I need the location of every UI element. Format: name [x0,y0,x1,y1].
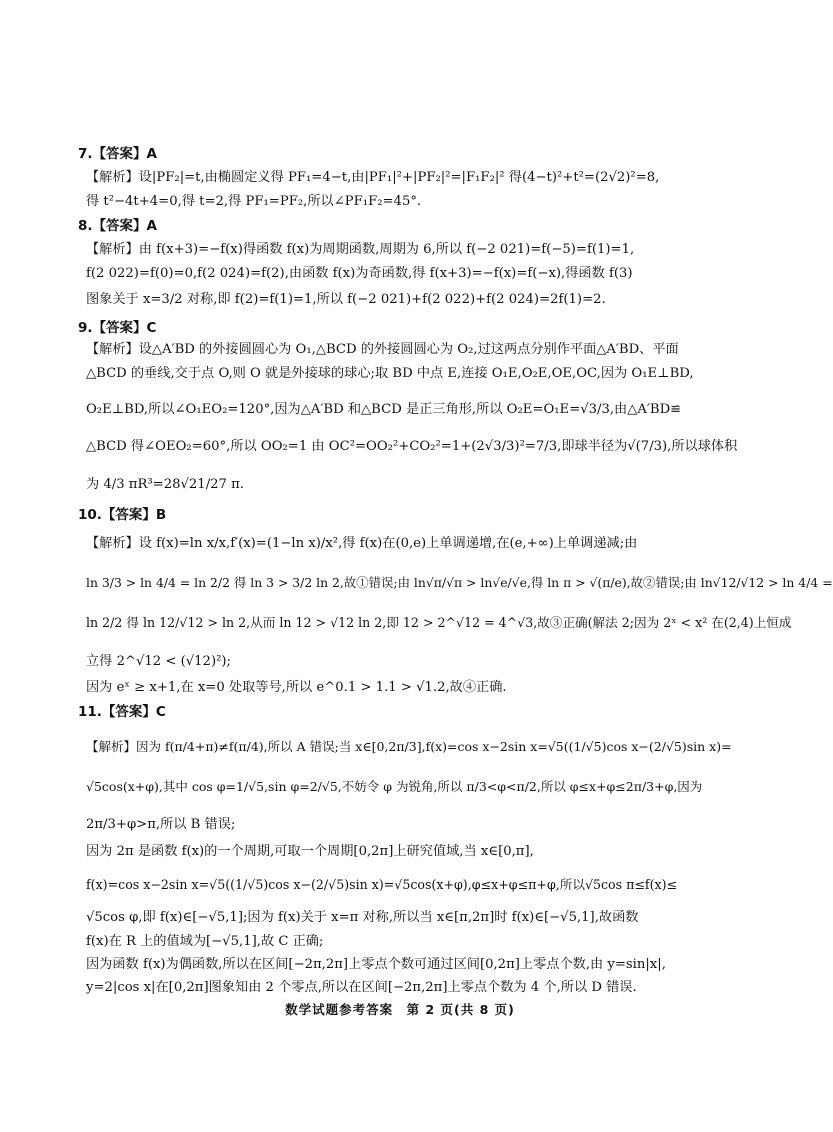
q11-line-6: √5cos φ,即 f(x)∈[−√5,1];因为 f(x)关于 x=π 对称,所以当 x∈[π,2π]时 f(x)∈[−√5,1],故函数 [86,910,639,925]
q10-line-4: 立得 2^√12 < (√12)²); [86,654,231,669]
q7-heading: 7.【答案】A [78,146,157,162]
q9-line-1: 【解析】设△A′BD 的外接圆圆心为 O₁,△BCD 的外接圆圆心为 O₂,过这两点分别作平面△A′BD、平面 [86,342,679,357]
q7-line-1: 【解析】设|PF₂|=t,由椭圆定义得 PF₁=4−t,由|PF₁|²+|PF₂|²=|F₁F₂|² 得(4−t)²+t²=(2√2)²=8, [86,170,660,185]
q7-line-2: 得 t²−4t+4=0,得 t=2,得 PF₁=PF₂,所以∠PF₁F₂=45°. [86,194,422,209]
page-footer: 数学试题参考答案 第 2 页(共 8 页) [285,1002,515,1017]
q10-line-3: ln 2/2 得 ln 12/√12 > ln 2,从而 ln 12 > √12 ln 2,即 12 > 2^√12 = 4^√3,故③正确(解法 2;因为 2ˣ < x² 在(2,4)上恒成 [86,615,792,630]
q8-line-3: 图象关于 x=3/2 对称,即 f(2)=f(1)=1,所以 f(−2 021)+f(2 022)+f(2 024)=2f(1)=2. [86,292,606,307]
q8-heading: 8.【答案】A [78,218,157,234]
q11-line-3: 2π/3+φ>π,所以 B 错误; [86,817,236,832]
q11-line-5: f(x)=cos x−2sin x=√5((1/√5)cos x−(2/√5)sin x)=√5cos(x+φ),φ≤x+φ≤π+φ,所以√5cos π≤f(x)≤ [86,877,678,892]
q11-line-7: f(x)在 R 上的值域为[−√5,1],故 C 正确; [86,934,324,949]
q9-line-4: △BCD 得∠OEO₂=60°,所以 OO₂=1 由 OC²=OO₂²+CO₂²=1+(2√3/3)²=7/3,即球半径为√(7/3),所以球体积 [86,439,738,454]
q11-line-8: 因为函数 f(x)为偶函数,所以在区间[−2π,2π]上零点个数可通过区间[0,2π]上零点个数,由 y=sin|x|, [86,957,666,972]
q11-line-4: 因为 2π 是函数 f(x)的一个周期,可取一个周期[0,2π]上研究值域,当 x∈[0,π], [86,844,534,859]
q10-line-5: 因为 eˣ ≥ x+1,在 x=0 处取等号,所以 e^0.1 > 1.1 > √1.2,故④正确. [86,680,507,695]
q9-line-2: △BCD 的垂线,交于点 O,则 O 就是外接球的球心;取 BD 中点 E,连接 O₁E,O₂E,OE,OC,因为 O₁E⊥BD, [86,366,694,381]
q8-line-1: 【解析】由 f(x+3)=−f(x)得函数 f(x)为周期函数,周期为 6,所以 f(−2 021)=f(−5)=f(1)=1, [86,242,635,257]
q11-line-1: 【解析】因为 f(π/4+π)≠f(π/4),所以 A 错误;当 x∈[0,2π/3],f(x)=cos x−2sin x=√5((1/√5)cos x−(2/√5)sin x)= [86,739,732,754]
q10-heading: 10.【答案】B [78,507,167,523]
q8-line-2: f(2 022)=f(0)=0,f(2 024)=f(2),由函数 f(x)为奇函数,得 f(x+3)=−f(x)=f(−x),得函数 f(3) [86,266,633,281]
q10-line-1: 【解析】设 f(x)=ln x/x,f′(x)=(1−ln x)/x²,得 f(x)在(0,e)上单调递增,在(e,+∞)上单调递减;由 [86,536,638,551]
q11-heading: 11.【答案】C [78,704,166,720]
q10-line-2: ln 3/3 > ln 4/4 = ln 2/2 得 ln 3 > 3/2 ln 2,故①错误;由 ln√π/√π > ln√e/√e,得 ln π > √(π/e),故②错误;由 ln√12/√12 > ln 4/4 = [86,575,833,590]
q11-line-9: y=2|cos x|在[0,2π]图象知由 2 个零点,所以在区间[−2π,2π]上零点个数为 4 个,所以 D 错误. [86,980,637,995]
q9-heading: 9.【答案】C [78,320,157,336]
q9-line-5: 为 4/3 πR³=28√21/27 π. [86,477,244,492]
q11-line-2: √5cos(x+φ),其中 cos φ=1/√5,sin φ=2/√5,不妨令 φ 为锐角,所以 π/3<φ<π/2,所以 φ≤x+φ≤2π/3+φ,因为 [86,779,703,794]
q9-line-3: O₂E⊥BD,所以∠O₁EO₂=120°,因为△A′BD 和△BCD 是正三角形,所以 O₂E=O₁E=√3/3,由△A′BD≌ [86,402,682,417]
